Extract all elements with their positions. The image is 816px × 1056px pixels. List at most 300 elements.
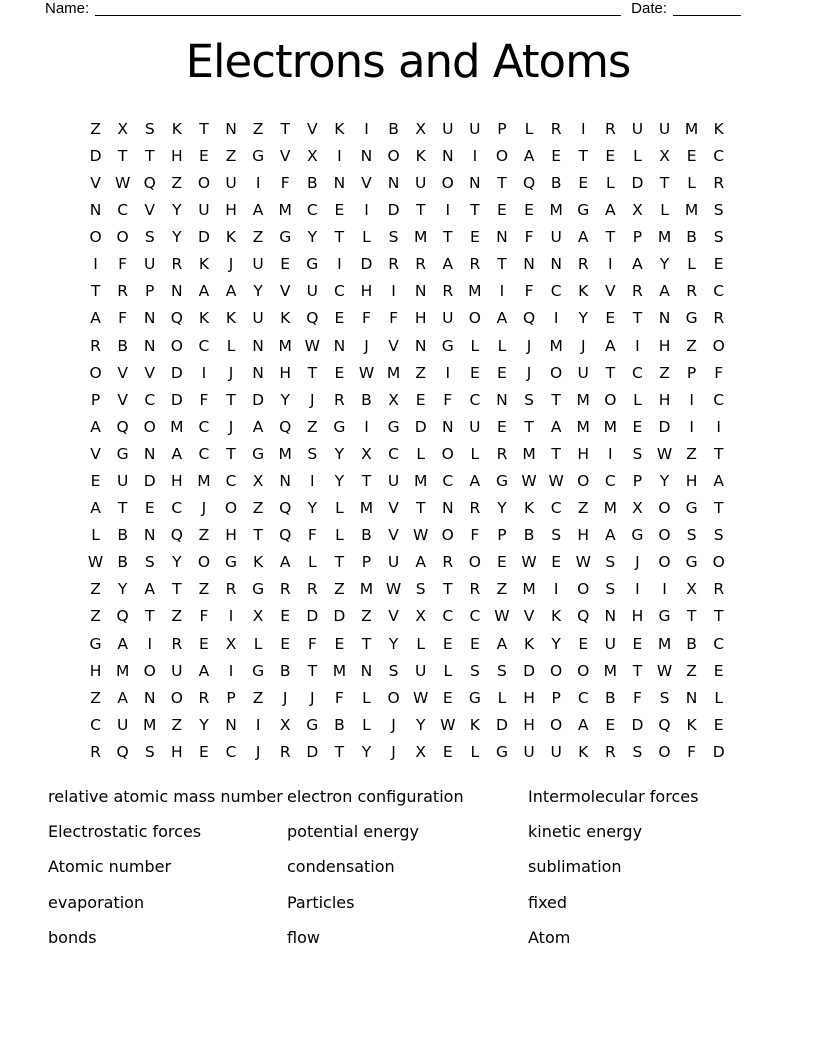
grid-letter: T <box>117 499 128 518</box>
grid-letter: A <box>117 634 128 653</box>
grid-letter: U <box>577 363 589 382</box>
grid-letter: E <box>280 607 291 626</box>
grid-letter: F <box>443 390 453 409</box>
grid-letter: Z <box>198 526 210 545</box>
grid-letter: S <box>713 201 724 220</box>
grid-letter: M <box>603 499 618 518</box>
grid-letter: N <box>496 228 508 247</box>
grid-letter: G <box>306 255 319 274</box>
grid-letter: O <box>658 553 671 572</box>
grid-letter: U <box>306 282 318 301</box>
grid-letter: Y <box>172 228 182 247</box>
grid-letter: A <box>605 201 616 220</box>
grid-letter: N <box>333 173 346 192</box>
grid-letter: S <box>144 742 155 761</box>
grid-letter: Z <box>686 444 697 463</box>
grid-letter: Z <box>171 173 183 192</box>
grid-letter: B <box>388 119 399 138</box>
grid-letter: G <box>89 634 102 653</box>
grid-letter: X <box>632 201 643 220</box>
grid-letter: T <box>145 607 155 626</box>
grid-letter: L <box>633 390 642 409</box>
grid-letter: G <box>279 228 292 247</box>
grid-letter: V <box>117 363 128 382</box>
grid-letter: A <box>659 282 670 301</box>
grid-letter: C <box>306 201 318 220</box>
grid-letter: Z <box>252 499 264 518</box>
grid-letter: T <box>443 228 453 247</box>
grid-letter: Y <box>388 634 399 653</box>
grid-letter: F <box>307 526 317 545</box>
word-item: Intermolecular forces <box>528 786 699 806</box>
grid-letter: D <box>360 255 373 274</box>
grid-letter: I <box>608 255 613 274</box>
grid-letter: N <box>279 472 291 491</box>
grid-letter: T <box>334 228 345 247</box>
grid-letter: D <box>143 472 156 491</box>
grid-letter: T <box>226 390 236 409</box>
grid-letter: S <box>659 688 670 707</box>
grid-letter: E <box>578 634 589 653</box>
grid-letter: Y <box>307 499 318 518</box>
grid-letter: V <box>117 390 128 409</box>
grid-letter: F <box>280 173 290 192</box>
word-item: relative atomic mass number <box>48 786 283 806</box>
grid-letter: G <box>658 607 671 626</box>
grid-letter: T <box>172 580 182 599</box>
grid-letter: C <box>604 472 616 491</box>
grid-letter: Y <box>253 282 263 301</box>
grid-letter: I <box>147 634 153 653</box>
grid-letter: R <box>415 255 427 274</box>
grid-letter: T <box>524 417 534 436</box>
grid-letter: R <box>713 309 725 328</box>
grid-letter: L <box>470 742 480 761</box>
grid-letter: S <box>632 444 643 463</box>
grid-letter: F <box>632 688 642 707</box>
grid-letter: C <box>225 472 237 491</box>
grid-letter: V <box>144 363 156 382</box>
grid-letter: E <box>199 146 209 165</box>
grid-letter: P <box>145 282 155 301</box>
grid-letter: V <box>361 173 372 192</box>
grid-letter: Z <box>90 688 101 707</box>
grid-letter: I <box>689 390 694 409</box>
grid-letter: K <box>415 146 426 165</box>
grid-letter: M <box>576 417 590 436</box>
grid-letter: U <box>604 634 616 653</box>
grid-letter: O <box>197 553 211 572</box>
grid-letter: C <box>469 390 481 409</box>
grid-letter: T <box>117 146 128 165</box>
grid-letter: I <box>228 661 234 680</box>
grid-letter: Z <box>252 119 264 138</box>
grid-letter: B <box>117 526 128 545</box>
grid-letter: E <box>713 661 724 680</box>
word-item: potential energy <box>287 821 420 841</box>
grid-letter: U <box>658 119 671 138</box>
grid-letter: W <box>304 336 320 355</box>
grid-letter: L <box>633 146 642 165</box>
grid-letter: F <box>687 742 697 761</box>
grid-letter: N <box>360 661 373 680</box>
grid-letter: G <box>116 444 129 463</box>
grid-letter: W <box>494 607 510 626</box>
grid-letter: E <box>497 553 507 572</box>
grid-letter: S <box>713 526 724 545</box>
grid-letter: U <box>550 742 562 761</box>
grid-letter: D <box>631 173 644 192</box>
grid-letter: Y <box>415 715 426 734</box>
word-list-column <box>528 779 776 955</box>
grid-letter: R <box>334 390 345 409</box>
grid-letter: E <box>605 309 616 328</box>
grid-letter: T <box>632 309 643 328</box>
grid-letter: F <box>118 255 128 274</box>
grid-letter: T <box>90 282 101 301</box>
grid-letter: M <box>413 472 428 491</box>
grid-letter: D <box>712 742 725 761</box>
word-item: bonds <box>48 927 97 947</box>
grid-letter: M <box>684 119 699 138</box>
grid-letter: L <box>226 336 236 355</box>
grid-letter: T <box>686 607 697 626</box>
grid-letter: C <box>713 282 725 301</box>
word-item: evaporation <box>48 892 145 912</box>
grid-letter: H <box>225 526 237 545</box>
grid-letter: C <box>90 715 101 734</box>
grid-letter: N <box>523 255 535 274</box>
grid-letter: I <box>364 201 369 220</box>
grid-letter: C <box>117 201 129 220</box>
grid-letter: Y <box>659 472 670 491</box>
grid-letter: U <box>144 255 156 274</box>
grid-letter: Z <box>171 607 183 626</box>
grid-letter: Z <box>252 688 264 707</box>
grid-letter: O <box>550 363 563 382</box>
grid-letter: U <box>469 417 481 436</box>
grid-letter: N <box>441 499 454 518</box>
grid-letter: L <box>416 444 425 463</box>
grid-letter: Z <box>252 228 264 247</box>
grid-letter: M <box>359 499 374 518</box>
grid-letter: I <box>364 417 369 436</box>
grid-letter: D <box>658 417 671 436</box>
grid-letter: A <box>117 688 128 707</box>
grid-letter: F <box>524 282 534 301</box>
grid-letter: C <box>442 472 454 491</box>
grid-letter: A <box>415 553 426 572</box>
grid-letter: M <box>332 661 347 680</box>
grid-letter: R <box>388 255 399 274</box>
grid-letter: Z <box>659 363 670 382</box>
word-item: flow <box>287 927 320 947</box>
grid-letter: F <box>334 688 344 707</box>
word-search-grid <box>82 116 732 766</box>
grid-letter: L <box>606 173 615 192</box>
grid-letter: E <box>497 417 507 436</box>
grid-letter: V <box>605 282 616 301</box>
grid-letter: J <box>526 363 532 382</box>
grid-letter: T <box>334 742 345 761</box>
grid-letter: A <box>252 417 264 436</box>
grid-letter: I <box>445 201 451 220</box>
grid-letter: N <box>658 309 671 328</box>
grid-letter: P <box>497 119 507 138</box>
grid-letter: J <box>391 715 396 734</box>
grid-letter: X <box>415 119 426 138</box>
grid-letter: N <box>441 417 454 436</box>
grid-letter: T <box>415 201 426 220</box>
grid-letter: S <box>415 580 426 599</box>
grid-letter: S <box>605 580 616 599</box>
grid-letter: H <box>360 282 373 301</box>
grid-letter: M <box>549 336 563 355</box>
grid-letter: J <box>580 336 586 355</box>
grid-letter: Y <box>280 390 290 409</box>
grid-letter: K <box>523 499 535 518</box>
grid-letter: Z <box>90 607 101 626</box>
word-item: sublimation <box>528 857 622 877</box>
grid-letter: M <box>603 417 618 436</box>
grid-letter: O <box>577 580 590 599</box>
grid-letter: T <box>443 580 453 599</box>
grid-letter: A <box>469 472 481 491</box>
grid-letter: K <box>198 309 209 328</box>
grid-letter: R <box>198 688 210 707</box>
grid-letter: O <box>604 390 617 409</box>
grid-letter: Y <box>361 742 372 761</box>
grid-letter: I <box>635 580 640 599</box>
grid-letter: W <box>413 526 429 545</box>
grid-letter: D <box>306 607 319 626</box>
grid-letter: R <box>686 282 697 301</box>
grid-letter: H <box>631 607 644 626</box>
grid-letter: L <box>470 444 480 463</box>
grid-letter: P <box>632 472 643 491</box>
grid-letter: D <box>495 715 508 734</box>
grid-letter: E <box>199 742 209 761</box>
grid-letter: B <box>334 715 345 734</box>
grid-letter: M <box>386 363 401 382</box>
grid-letter: K <box>713 119 724 138</box>
grid-letter: P <box>632 228 643 247</box>
grid-letter: E <box>469 634 480 653</box>
grid-letter: T <box>551 390 561 409</box>
grid-letter: T <box>253 526 263 545</box>
grid-letter: L <box>335 526 344 545</box>
grid-letter: S <box>497 661 507 680</box>
grid-letter: A <box>90 309 101 328</box>
grid-letter: G <box>685 499 698 518</box>
grid-letter: L <box>714 688 724 707</box>
grid-letter: L <box>497 336 507 355</box>
grid-letter: M <box>143 715 157 734</box>
grid-letter: I <box>255 173 261 192</box>
grid-letter: H <box>414 309 427 328</box>
grid-letter: L <box>335 499 344 518</box>
grid-letter: P <box>361 553 372 572</box>
grid-letter: E <box>713 715 724 734</box>
grid-letter: B <box>550 173 562 192</box>
grid-letter: T <box>605 363 616 382</box>
grid-letter: I <box>337 146 342 165</box>
grid-letter: R <box>469 255 481 274</box>
grid-letter: E <box>415 390 426 409</box>
grid-letter: X <box>659 146 670 165</box>
grid-letter: M <box>603 661 618 680</box>
grid-letter: I <box>201 363 207 382</box>
grid-letter: I <box>580 119 586 138</box>
grid-letter: H <box>171 146 183 165</box>
grid-letter: I <box>472 146 478 165</box>
grid-letter: O <box>712 336 725 355</box>
grid-letter: R <box>550 119 562 138</box>
grid-letter: Y <box>334 444 345 463</box>
word-item: Particles <box>287 892 355 912</box>
grid-letter: B <box>605 688 616 707</box>
grid-letter: M <box>576 390 590 409</box>
grid-letter: R <box>225 580 237 599</box>
grid-letter: N <box>143 526 156 545</box>
grid-letter: T <box>497 173 507 192</box>
grid-letter: K <box>225 228 237 247</box>
grid-letter: T <box>226 444 236 463</box>
grid-letter: C <box>388 444 399 463</box>
grid-letter: E <box>524 201 534 220</box>
grid-letter: Z <box>577 499 589 518</box>
page-title: Electrons and Atoms <box>185 35 631 88</box>
grid-letter: I <box>228 607 234 626</box>
grid-letter: K <box>334 119 345 138</box>
grid-letter: G <box>333 417 346 436</box>
grid-letter: E <box>442 634 453 653</box>
grid-letter: M <box>413 228 428 247</box>
grid-letter: V <box>90 444 101 463</box>
grid-letter: N <box>550 255 562 274</box>
grid-letter: O <box>89 363 102 382</box>
grid-letter: O <box>658 526 671 545</box>
grid-letter: O <box>577 661 590 680</box>
grid-letter: Q <box>116 607 129 626</box>
grid-letter: G <box>577 201 590 220</box>
grid-letter: R <box>496 444 508 463</box>
grid-letter: Z <box>686 336 697 355</box>
grid-letter: Y <box>117 580 128 599</box>
grid-letter: F <box>714 363 724 382</box>
grid-letter: N <box>143 309 156 328</box>
grid-letter: U <box>252 255 264 274</box>
grid-letter: T <box>334 553 345 572</box>
grid-letter: W <box>385 580 402 599</box>
grid-letter: E <box>605 715 616 734</box>
grid-letter: O <box>577 472 590 491</box>
grid-letter: E <box>605 146 616 165</box>
grid-letter: D <box>306 742 319 761</box>
grid-letter: M <box>684 201 699 220</box>
grid-letter: O <box>143 661 156 680</box>
grid-letter: O <box>170 688 183 707</box>
grid-letter: A <box>171 444 183 463</box>
grid-letter: E <box>551 146 562 165</box>
grid-letter: A <box>198 282 210 301</box>
grid-letter: O <box>441 526 454 545</box>
grid-letter: Y <box>659 255 670 274</box>
grid-letter: I <box>499 282 505 301</box>
grid-letter: M <box>549 201 563 220</box>
grid-letter: M <box>197 472 211 491</box>
grid-letter: K <box>578 282 589 301</box>
grid-letter: N <box>387 173 400 192</box>
grid-letter: R <box>469 580 481 599</box>
grid-letter: I <box>310 472 315 491</box>
grid-letter: A <box>496 634 508 653</box>
word-item: condensation <box>287 857 395 877</box>
grid-letter: J <box>228 255 234 274</box>
grid-letter: G <box>252 146 265 165</box>
grid-letter: Q <box>522 309 536 328</box>
grid-letter: F <box>389 309 399 328</box>
grid-letter: R <box>604 742 616 761</box>
grid-letter: E <box>144 499 155 518</box>
grid-letter: C <box>713 390 725 409</box>
grid-letter: H <box>89 661 102 680</box>
grid-letter: H <box>171 472 183 491</box>
grid-letter: B <box>117 336 128 355</box>
grid-letter: K <box>578 742 589 761</box>
grid-letter: T <box>307 363 318 382</box>
grid-letter: N <box>496 390 508 409</box>
grid-letter: M <box>115 661 130 680</box>
grid-letter: K <box>280 309 291 328</box>
grid-letter: T <box>497 255 507 274</box>
grid-letter: J <box>228 363 234 382</box>
grid-letter: Q <box>577 607 590 626</box>
grid-letter: O <box>387 146 400 165</box>
grid-letter: Z <box>334 580 345 599</box>
grid-letter: T <box>659 173 670 192</box>
grid-letter: U <box>116 715 129 734</box>
grid-letter: O <box>116 228 129 247</box>
grid-letter: Z <box>171 715 183 734</box>
grid-letter: X <box>388 390 399 409</box>
grid-letter: A <box>198 661 210 680</box>
grid-letter: U <box>252 309 264 328</box>
grid-letter: W <box>358 363 375 382</box>
grid-letter: D <box>170 390 183 409</box>
grid-letter: Y <box>578 309 588 328</box>
grid-letter: O <box>495 146 509 165</box>
grid-letter: U <box>198 201 210 220</box>
grid-letter: D <box>197 228 210 247</box>
grid-letter: L <box>362 228 371 247</box>
grid-letter: E <box>469 363 480 382</box>
grid-letter: T <box>713 607 724 626</box>
grid-letter: S <box>686 526 697 545</box>
grid-letter: G <box>387 417 400 436</box>
grid-letter: K <box>686 715 697 734</box>
grid-letter: O <box>658 499 671 518</box>
grid-letter: I <box>93 255 98 274</box>
grid-letter: S <box>605 553 616 572</box>
grid-letter: L <box>416 634 425 653</box>
grid-letter: D <box>170 363 183 382</box>
grid-letter: R <box>469 499 481 518</box>
grid-letter: Z <box>361 607 372 626</box>
grid-letter: A <box>279 553 291 572</box>
grid-letter: F <box>199 607 209 626</box>
grid-letter: B <box>361 526 372 545</box>
